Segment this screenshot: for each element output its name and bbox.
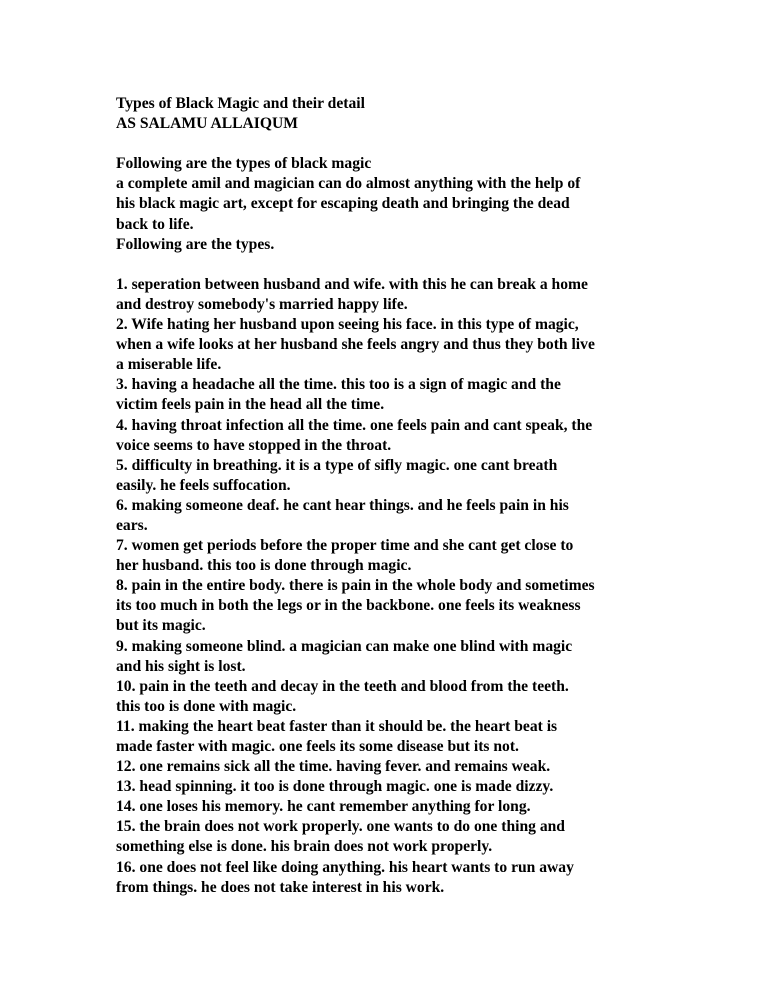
list-line: something else is done. his brain does not work properly. [116, 838, 493, 856]
list-line: 6. making someone deaf. he cant hear things. and he feels pain in his [116, 496, 569, 514]
list-line: 4. having throat infection all the time. one feels pain and cant speak, the [116, 416, 593, 434]
list-line: 16. one does not feel like doing anything. his heart wants to run away [116, 858, 574, 876]
list-line: 12. one remains sick all the time. having fever. and remains weak. [116, 758, 551, 776]
types-heading: Following are the types. [116, 235, 275, 253]
list-line: 8. pain in the entire body. there is pain in the whole body and sometimes [116, 577, 595, 595]
list-line: ears. [116, 516, 148, 534]
paragraph-gap [116, 134, 656, 154]
document-page [116, 94, 656, 898]
list-line: 2. Wife hating her husband upon seeing his face. in this type of magic, [116, 316, 579, 334]
list-line: 11. making the heart beat faster than it should be. the heart beat is [116, 717, 558, 735]
intro-line: his black magic art, except for escaping death and bringing the dead [116, 195, 570, 213]
list-line: and his sight is lost. [116, 657, 246, 675]
list-line: easily. he feels suffocation. [116, 476, 291, 494]
list-line: this too is done with magic. [116, 697, 297, 715]
list-line: a miserable life. [116, 356, 222, 374]
list-line: 10. pain in the teeth and decay in the teeth and blood from the teeth. [116, 677, 569, 695]
intro-heading: Following are the types of black magic [116, 155, 372, 173]
list-line: but its magic. [116, 617, 206, 635]
list-line: victim feels pain in the head all the time. [116, 396, 385, 414]
list-line: 13. head spinning. it too is done through magic. one is made dizzy. [116, 778, 554, 796]
list-line: made faster with magic. one feels its some disease but its not. [116, 738, 519, 755]
list-line: and destroy somebody's married happy life. [116, 295, 408, 313]
intro-line: a complete amil and magician can do almost anything with the help of [116, 175, 581, 193]
paragraph-gap [116, 255, 656, 275]
list-line: its too much in both the legs or in the backbone. one feels its weakness [116, 597, 581, 615]
list-line: when a wife looks at her husband she feels angry and thus they both live [116, 336, 595, 354]
list-line: 3. having a headache all the time. this too is a sign of magic and the [116, 376, 561, 394]
list-line: her husband. this too is done through magic. [116, 557, 412, 575]
list-line: 5. difficulty in breathing. it is a type of sifly magic. one cant breath [116, 456, 558, 474]
list-line: 9. making someone blind. a magician can make one blind with magic [116, 637, 573, 655]
list-line: 1. seperation between husband and wife. with this he can break a home [116, 275, 588, 293]
list-line: 14. one loses his memory. he cant remember anything for long. [116, 798, 531, 816]
list-line: voice seems to have stopped in the throat. [116, 436, 392, 454]
list-line: 15. the brain does not work properly. one wants to do one thing and [116, 818, 565, 836]
list-line: 7. women get periods before the proper time and she cant get close to [116, 537, 574, 555]
list-line: from things. he does not take interest in his work. [116, 878, 445, 896]
document-title: Types of Black Magic and their detail [116, 95, 365, 112]
greeting: AS SALAMU ALLAIQUM [116, 115, 298, 133]
intro-line: back to life. [116, 215, 194, 233]
